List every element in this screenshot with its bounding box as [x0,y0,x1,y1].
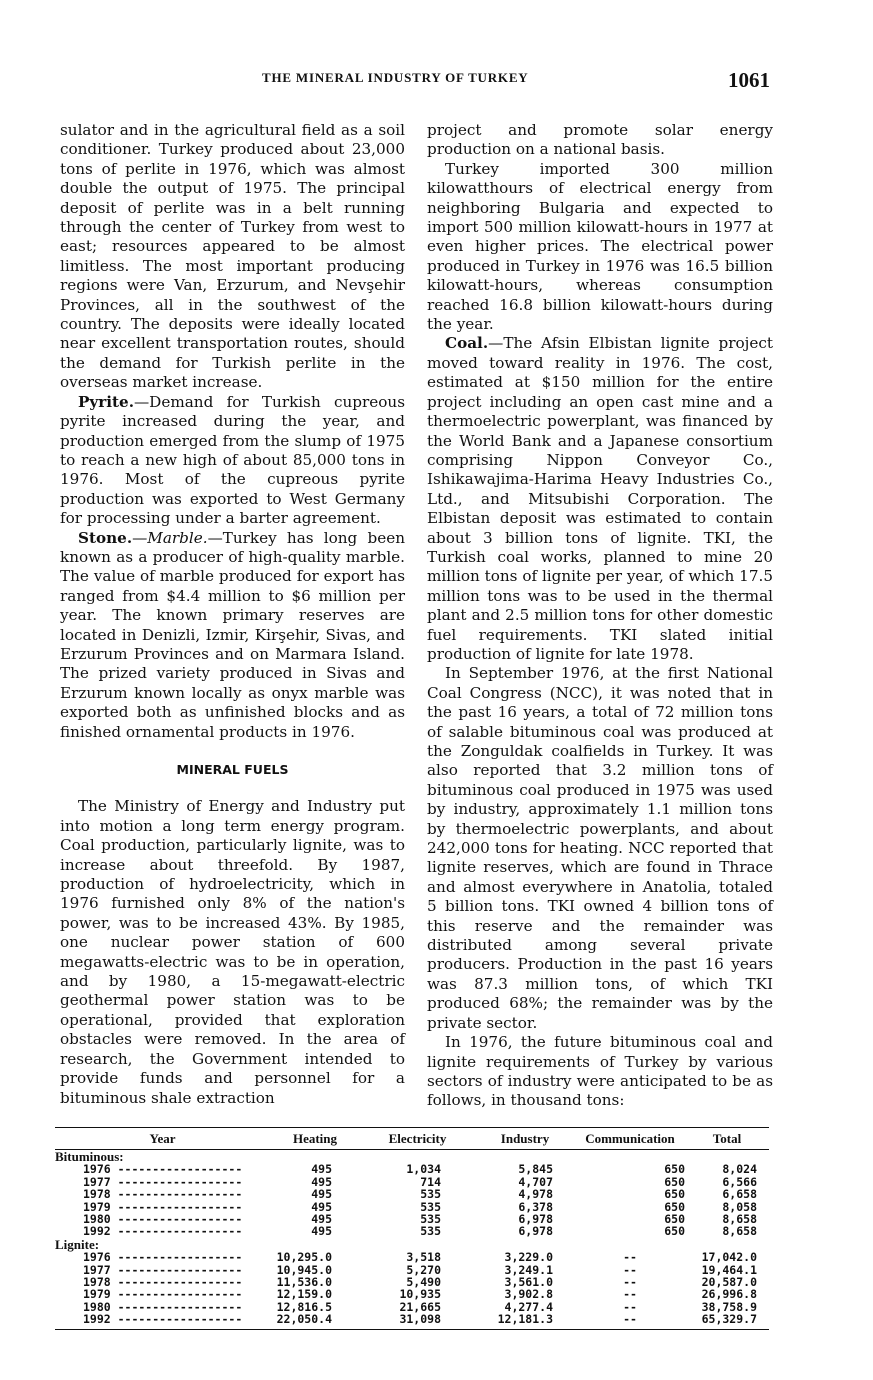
table-cell-industry: 3,229.0 [504,1250,553,1265]
table-cell-year: 1978 ------------------ [83,1275,243,1290]
coal-congress-paragraph: In September 1976, at the first National Coal Congress (NCC), it was noted that in the past 16 years, a total of 72 million tons of salable bituminous coal was produced at the Zonguldak coalfields in Turkey. It was also reported that 3.2 million tons of bituminous coal produced in 1975 was used by industry, approximately 1.1 million tons by thermoelectric powerplants, and about 242,000 tons for heating. NCC reported that lignite reserves, which are found in Thrace and almost everywhere in Anatolia, totaled 5 billion tons. TKI owned 4 billion tons of this reserve and the remainder was distributed among several private producers. Production in the past 16 years was 87.3 million tons, of which TKI produced 68%; the remainder was by the private sector. [427,664,773,1032]
table-cell-heating: 22,050.4 [270,1313,360,1329]
section-heading-mineral-fuels: MINERAL FUELS [176,762,289,777]
table-cell-heating: 495 [311,1199,332,1214]
table-cell-total: 6,658 [722,1187,757,1202]
header-total: Total [685,1128,769,1150]
table-row [55,1288,769,1300]
table-cell-industry: 4,978 [518,1187,553,1202]
table-cell-communication: 650 [664,1187,685,1202]
table-cell-communication: 650 [664,1174,685,1189]
coal-requirements-table [55,1127,769,1330]
table-cell-year: 1980 ------------------ [83,1212,243,1227]
table-cell-communication: -- [623,1299,637,1314]
table-cell-year: 1979 ------------------ [83,1287,243,1302]
pyrite-run-in-heading: Pyrite. [78,392,134,411]
table-cell-industry: 4,277.4 [504,1299,553,1314]
table-cell-communication: 650 [664,1199,685,1214]
solar-continuation-paragraph: project and promote solar energy production on a national basis. [427,121,773,159]
table-cell-electricity: 10,935 [399,1287,441,1302]
header-electricity: Electricity [360,1128,475,1150]
table-cell-total: 17,042.0 [701,1250,757,1265]
stone-text: —Turkey has long been known as a producer of high-quality marble. The value of marble produced for export has ranged from $4.4 million to $6 million per year. The known primary reserves are located in Denizli, Izmir, Kirşehir, Sivas, and Erzurum Provinces and on Marmara Island. The prized variety produced in Sivas and Erzurum known locally as onyx marble was exported both as unfinished blocks and as finished ornamental products in 1976. [60,528,405,741]
table-group-label: Bituminous: [55,1149,124,1164]
marble-subheading: Marble. [147,528,208,547]
table-cell-industry: 3,249.1 [504,1262,553,1277]
table-cell-heating: 11,536.0 [276,1275,332,1290]
table-cell-total: 8,658 [722,1224,757,1239]
table-cell-heating: 495 [311,1224,332,1239]
table-cell-electricity: 31,098 [360,1313,475,1329]
header-year: Year [55,1128,270,1150]
coal-paragraph [427,334,773,664]
table-cell-industry: 6,978 [518,1212,553,1227]
coal-run-in-heading: Coal. [445,334,489,353]
pyrite-paragraph [60,393,405,529]
table-cell-total: 8,658 [722,1212,757,1227]
requirements-intro-paragraph: In 1976, the future bituminous coal and lignite requirements of Turkey by various sectors of industry were anticipated to be as follows, in thousand tons: [427,1033,773,1110]
table-cell-electricity: 21,665 [399,1299,441,1314]
table-cell-communication: -- [623,1262,637,1277]
table-cell-communication: -- [575,1313,685,1329]
table-cell-total: 6,566 [722,1174,757,1189]
table-cell-heating: 10,945.0 [276,1262,332,1277]
table-cell-total: 20,587.0 [701,1275,757,1290]
table-cell-industry: 3,902.8 [504,1287,553,1302]
table-cell-electricity: 535 [420,1199,441,1214]
table-cell-total: 65,329.7 [685,1313,769,1329]
table-cell-industry: 12,181.3 [475,1313,575,1329]
running-head: THE MINERAL INDUSTRY OF TURKEY [262,70,529,85]
table-row [55,1188,769,1200]
page-number: 1061 [728,68,770,92]
table-cell-total: 19,464.1 [701,1262,757,1277]
table-cell-industry: 5,845 [518,1162,553,1177]
stone-paragraph [60,529,405,742]
pyrite-text: —Demand for Turkish cupreous pyrite increased during the year, and production emerged from the slump of 1975 to reach a new high of about 85,000 tons in 1976. Most of the cupreous pyrite production was exported to West Germany for processing under a barter agreement. [60,392,405,528]
table-cell-electricity: 535 [420,1224,441,1239]
table-cell-year: 1980 ------------------ [83,1299,243,1314]
table-cell-communication: -- [623,1275,637,1290]
table-cell-heating: 495 [311,1212,332,1227]
table-cell-industry: 6,378 [518,1199,553,1214]
table-cell-year: 1979 ------------------ [83,1199,243,1214]
table-cell-total: 38,758.9 [701,1299,757,1314]
table-cell-heating: 12,159.0 [276,1287,332,1302]
table-cell-industry: 6,978 [518,1224,553,1239]
table-group-row [55,1150,769,1164]
energy-program-paragraph: The Ministry of Energy and Industry put into motion a long term energy program. Coal production, particularly lignite, was to increase about threefold. By 1987, production of hydroelectricity, which in 1976 furnished only 8% of the nation's power, was to be increased 43%. By 1985, one nuclear power station of 600 megawatts-electric was to be in operation, and by 1980, a 15-megawatt-electric geothermal power station was to be operational, provided that exploration obstacles were removed. In the area of research, the Government intended to provide funds and personnel for a bituminous shale extraction [60,797,405,1107]
stone-run-in-heading: Stone. [78,528,133,547]
table-body [55,1150,769,1330]
header-heating: Heating [270,1128,360,1150]
table-cell-heating: 495 [311,1162,332,1177]
table-cell-electricity: 535 [420,1187,441,1202]
table-cell-heating: 495 [311,1187,332,1202]
table-cell-year: 1977 ------------------ [83,1174,243,1189]
perlite-paragraph: sulator and in the agricultural field as a soil conditioner. Turkey produced about 23,000 tons of perlite in 1976, which was almost double the output of 1975. The principal deposit of perlite was in a belt running through the center of Turkey from west to east; resources appeared to be almost limitless. The most important producing regions were Van, Erzurum, and Nevşehir Provinces, all in the southwest of the country. The deposits were ideally located near excellent transportation routes, should the demand for Turkish perlite in the overseas market increase. [60,121,405,392]
header-communication: Communication [575,1128,685,1150]
table-row [55,1163,769,1175]
table-cell-industry: 4,707 [518,1174,553,1189]
table-cell-year: 1976 ------------------ [83,1250,243,1265]
table-cell-electricity: 3,518 [406,1250,441,1265]
table-cell-communication: -- [623,1287,637,1302]
table-cell-year: 1978 ------------------ [83,1187,243,1202]
table-cell-electricity: 5,490 [406,1275,441,1290]
table-cell-total: 26,996.8 [701,1287,757,1302]
left-column [60,121,405,1108]
table-cell-communication: 650 [664,1162,685,1177]
stone-dash: — [132,528,148,547]
table-cell-year: 1992 ------------------ [83,1224,243,1239]
table-cell-heating: 10,295.0 [276,1250,332,1265]
table-header-row [55,1128,769,1150]
table-cell-communication: 650 [664,1224,685,1239]
table-cell-electricity: 714 [420,1174,441,1189]
table-cell-heating: 12,816.5 [276,1299,332,1314]
table-row [55,1313,769,1329]
table-cell-year: 1976 ------------------ [83,1162,243,1177]
electricity-import-paragraph: Turkey imported 300 million kilowatthours of electrical energy from neighboring Bulgaria and expected to import 500 million kilowatt-hours in 1977 at even higher prices. The electrical power produced in Turkey in 1976 was 16.5 billion kilowatt-hours, whereas consumption reached 16.8 billion kilowatt-hours during the year. [427,159,773,334]
table-group-row [55,1238,769,1251]
table-cell-industry: 3,561.0 [504,1275,553,1290]
table-group-label: Lignite: [55,1236,100,1252]
header-industry: Industry [475,1128,575,1150]
table-cell-heating: 495 [311,1174,332,1189]
table-cell-total: 8,024 [722,1162,757,1177]
table-row [55,1225,769,1237]
coal-text: —The Afsin Elbistan lignite project moved toward reality in 1976. The cost, estimated at $150 million for the entire project including an open cast mine and a thermoelectric powerplant, was financed by the World Bank and a Japanese consortium comprising Nippon Conveyor Co., Ishikawajima-Harima Heavy Industries Co., Ltd., and Mitsubishi Corporation. The Elbistan deposit was estimated to contain about 3 billion tons of lignite. TKI, the Turkish coal works, planned to mine 20 million tons of lignite per year, of which 17.5 million tons was to be used in the thermal plant and 2.5 million tons for other domestic fuel requirements. TKI slated initial production of lignite for late 1978. [427,334,773,663]
table-cell-electricity: 1,034 [406,1162,441,1177]
table-row [55,1251,769,1263]
table-cell-total: 8,058 [722,1199,757,1214]
table-cell-electricity: 535 [420,1212,441,1227]
right-column [427,121,773,1111]
table-cell-year: 1977 ------------------ [83,1262,243,1277]
table-cell-communication: -- [623,1250,637,1265]
table-cell-communication: 650 [664,1212,685,1227]
table-cell-electricity: 5,270 [406,1262,441,1277]
table-cell-year: 1992 ------------------ [55,1313,270,1329]
